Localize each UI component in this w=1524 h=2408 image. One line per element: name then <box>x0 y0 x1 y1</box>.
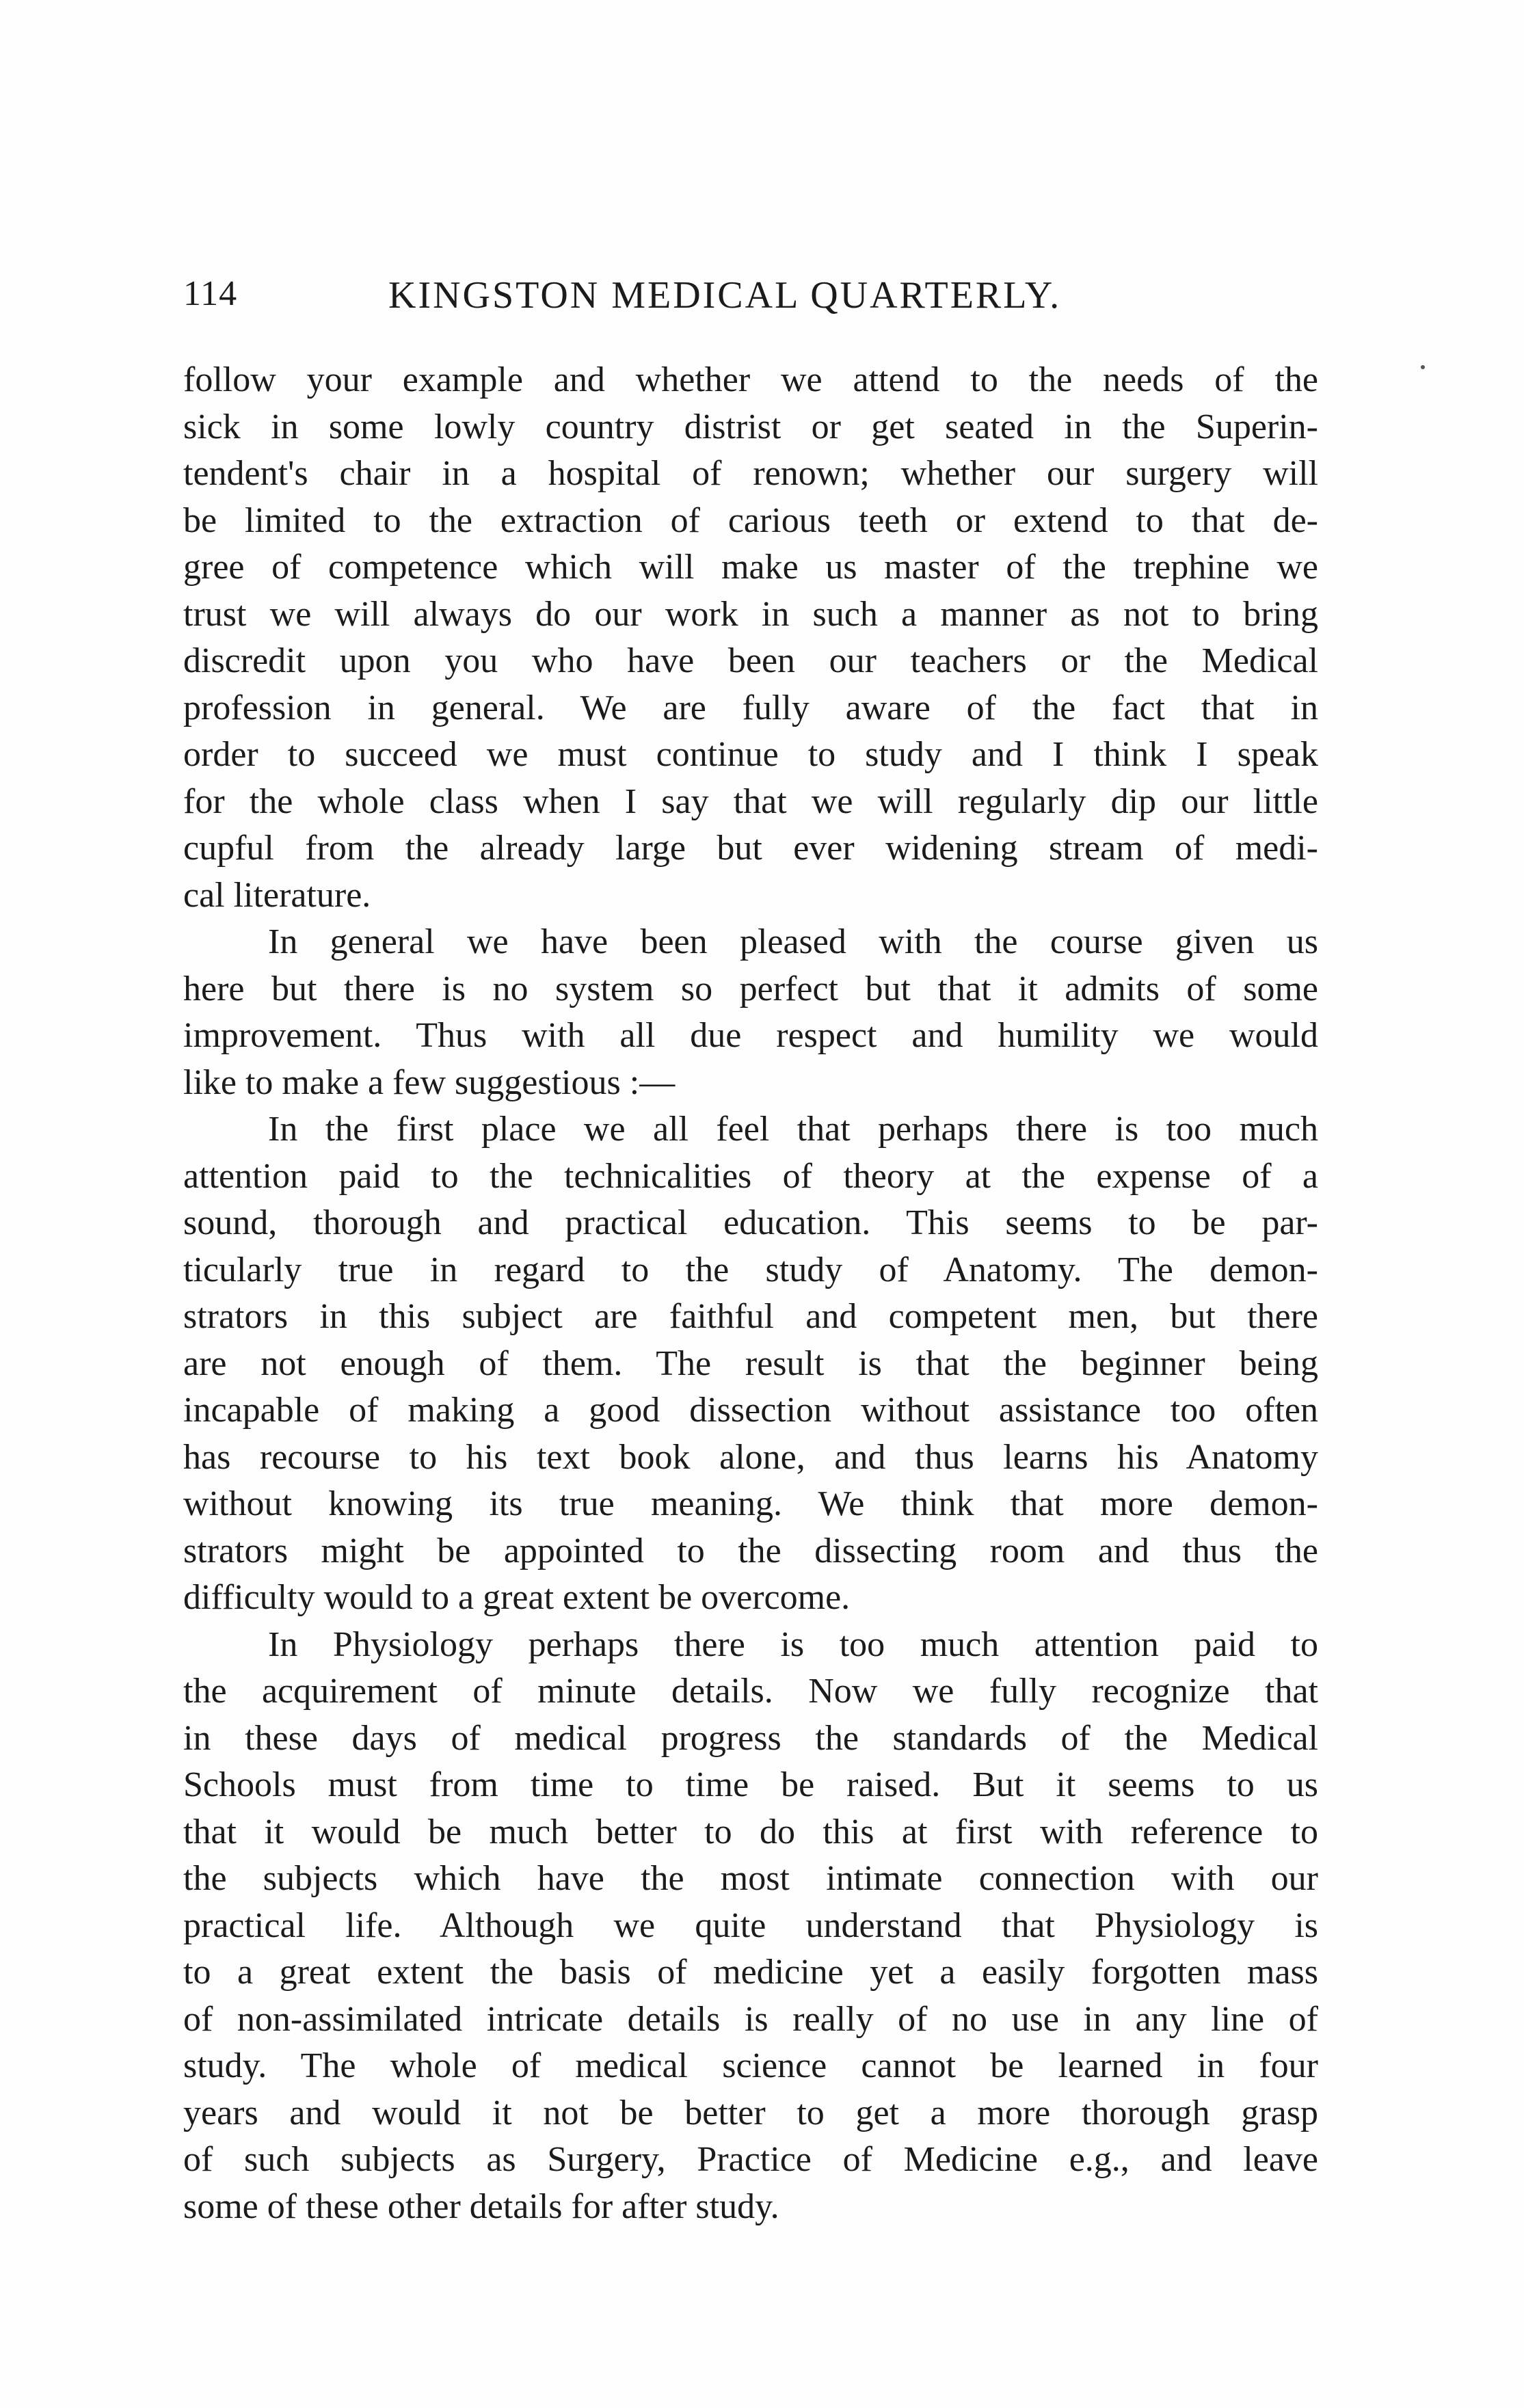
text-line: attention paid to the technicalities of theory at the expense of a <box>183 1156 1318 1196</box>
text-line: incapable of making a good dissection without assistance too often <box>183 1391 1318 1430</box>
text-line: In general we have been pleased with the course given us <box>268 922 1318 961</box>
text-line: practical life. Although we quite understand that Physiology is <box>183 1905 1318 1945</box>
text-line: In Physiology perhaps there is too much attention paid to <box>268 1624 1318 1664</box>
text-line: the acquirement of minute details. Now we fully recognize that <box>183 1672 1318 1711</box>
text-line: in these days of medical progress the standards of the Medical <box>183 1718 1318 1758</box>
text-line: some of these other details for after study. <box>183 2186 779 2226</box>
text-line: are not enough of them. The result is that the beginner being <box>183 1343 1318 1383</box>
text-line: sound, thorough and practical education. This seems to be par- <box>183 1203 1318 1242</box>
text-line: of such subjects as Surgery, Practice of Medicine e.g., and leave <box>183 2140 1318 2179</box>
text-line: difficulty would to a great extent be overcome. <box>183 1578 851 1617</box>
page-number: 114 <box>183 274 238 313</box>
text-line: ticularly true in regard to the study of Anatomy. The demon- <box>183 1250 1318 1289</box>
text-line: In the first place we all feel that perhaps there is too much <box>268 1110 1318 1149</box>
text-line: strators in this subject are faithful and competent men, but there <box>183 1297 1318 1336</box>
text-line: the subjects which have the most intimate connection with our <box>183 1859 1318 1898</box>
text-line: improvement. Thus with all due respect and humility we would <box>183 1016 1318 1055</box>
text-line: to a great extent the basis of medicine yet a easily forgotten mass <box>183 1953 1318 1992</box>
text-line: here but there is no system so perfect but that it admits of some <box>183 969 1318 1008</box>
text-line: years and would it not be better to get a more thorough grasp <box>183 2093 1318 2132</box>
text-line: Schools must from time to time be raised. But it seems to us <box>183 1765 1318 1804</box>
text-line: gree of competence which will make us master of the trephine we <box>183 548 1318 587</box>
text-line: of non-assimilated intricate details is really of no use in any line of <box>183 1999 1318 2039</box>
page-header <box>183 273 1318 328</box>
text-line: study. The whole of medical science cannot be learned in four <box>183 2046 1318 2085</box>
text-line: has recourse to his text book alone, and thus learns his Anatomy <box>183 1437 1318 1477</box>
text-line: tendent's chair in a hospital of renown; whether our surgery will <box>183 454 1318 493</box>
text-line: cal literature. <box>183 875 371 915</box>
text-line: without knowing its true meaning. We think that more demon- <box>183 1484 1318 1523</box>
text-line: follow your example and whether we attend to the needs of the <box>183 360 1318 399</box>
text-line: order to succeed we must continue to study and I think I speak <box>183 735 1318 774</box>
text-line: profession in general. We are fully aware of the fact that in <box>183 688 1318 727</box>
text-line: that it would be much better to do this at first with reference to <box>183 1812 1318 1851</box>
text-line: for the whole class when I say that we will regularly dip our little <box>183 781 1318 821</box>
text-line: sick in some lowly country distrist or get seated in the Superin- <box>183 407 1318 446</box>
running-title: KINGSTON MEDICAL QUARTERLY. <box>388 274 1062 317</box>
text-line: like to make a few suggestious :— <box>183 1062 676 1102</box>
scan-speck <box>1421 365 1425 369</box>
text-line: cupful from the already large but ever widening stream of medi- <box>183 829 1318 868</box>
text-line: strators might be appointed to the dissecting room and thus the <box>183 1531 1318 1570</box>
text-line: be limited to the extraction of carious teeth or extend to that de- <box>183 500 1318 540</box>
text-line: trust we will always do our work in such a manner as not to bring <box>183 594 1318 634</box>
text-line: discredit upon you who have been our teachers or the Medical <box>183 641 1318 680</box>
body-text <box>183 357 1318 2230</box>
